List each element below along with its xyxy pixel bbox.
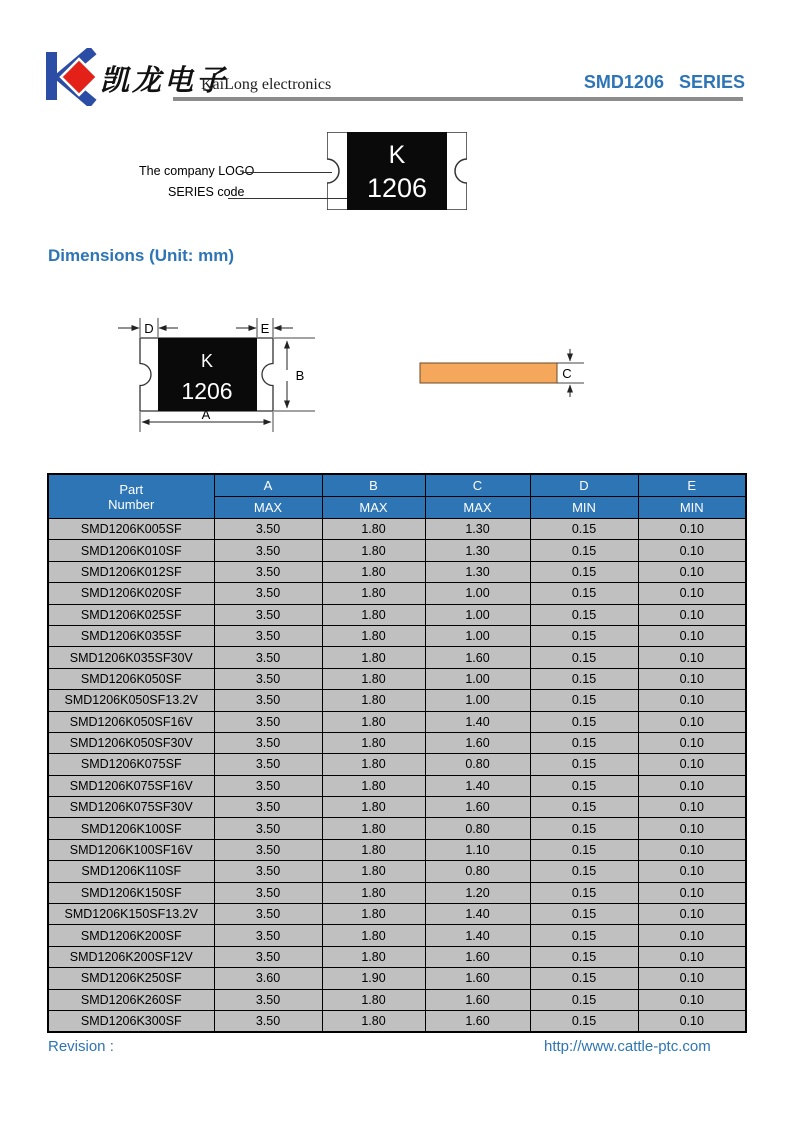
dimension-value-cell: 1.80	[322, 882, 425, 903]
dimension-value-cell: 0.15	[530, 818, 638, 839]
dimension-value-cell: 1.30	[425, 540, 530, 561]
dimension-value-cell: 0.15	[530, 797, 638, 818]
part-number-cell: SMD1206K050SF16V	[48, 711, 214, 732]
dimension-value-cell: 1.80	[322, 625, 425, 646]
company-logo-callout-line	[242, 172, 332, 173]
dimension-value-cell: 0.15	[530, 604, 638, 625]
dimension-value-cell: 0.15	[530, 775, 638, 796]
dimension-value-cell: 1.00	[425, 583, 530, 604]
dimension-value-cell: 1.60	[425, 732, 530, 753]
column-header-d: D	[530, 474, 638, 497]
dimension-value-cell: 3.50	[214, 754, 322, 775]
dimension-value-cell: 0.15	[530, 668, 638, 689]
part-number-header-line1: Part	[119, 481, 144, 497]
table-row	[48, 711, 746, 732]
table-row	[48, 625, 746, 646]
table-row	[48, 946, 746, 967]
table-row	[48, 754, 746, 775]
dimension-value-cell: 0.15	[530, 882, 638, 903]
part-number-cell: SMD1206K100SF	[48, 818, 214, 839]
dimension-value-cell: 0.10	[638, 583, 746, 604]
table-row	[48, 839, 746, 860]
part-number-cell: SMD1206K110SF	[48, 861, 214, 882]
dimensions-heading: Dimensions (Unit: mm)	[48, 246, 235, 265]
dimension-value-cell: 1.80	[322, 519, 425, 540]
series-code-callout-line	[228, 198, 347, 199]
table-row	[48, 968, 746, 989]
dimension-value-cell: 3.50	[214, 946, 322, 967]
dim-label-c: C	[562, 366, 572, 381]
dimension-value-cell: 1.80	[322, 1010, 425, 1032]
dim-label-e: E	[260, 321, 270, 336]
dimension-value-cell: 0.10	[638, 904, 746, 925]
dimension-value-cell: 0.10	[638, 668, 746, 689]
dimension-value-cell: 3.50	[214, 625, 322, 646]
dimension-value-cell: 3.50	[214, 775, 322, 796]
subheader-a-max: MAX	[214, 497, 322, 519]
dimension-value-cell: 0.15	[530, 519, 638, 540]
dimension-value-cell: 0.15	[530, 904, 638, 925]
dimensions-diagram	[100, 310, 600, 440]
chip-series-num: 1206	[366, 173, 428, 203]
dimension-value-cell: 0.15	[530, 625, 638, 646]
dimension-value-cell: 1.80	[322, 925, 425, 946]
part-number-cell: SMD1206K075SF30V	[48, 797, 214, 818]
part-number-cell: SMD1206K260SF	[48, 989, 214, 1010]
part-number-cell: SMD1206K012SF	[48, 561, 214, 582]
dimension-value-cell: 1.60	[425, 946, 530, 967]
dimension-value-cell: 0.10	[638, 561, 746, 582]
chip-series-num: 1206	[181, 378, 233, 404]
dimension-value-cell: 1.80	[322, 754, 425, 775]
dimension-value-cell: 3.50	[214, 647, 322, 668]
dimension-value-cell: 1.40	[425, 925, 530, 946]
table-row	[48, 668, 746, 689]
dimension-value-cell: 3.50	[214, 904, 322, 925]
dimension-value-cell: 1.80	[322, 668, 425, 689]
subheader-d-min: MIN	[530, 497, 638, 519]
dimension-value-cell: 3.50	[214, 604, 322, 625]
company-name-chinese: 凯龙电子	[100, 63, 229, 97]
dimension-value-cell: 1.40	[425, 904, 530, 925]
dimension-value-cell: 0.10	[638, 754, 746, 775]
dimension-value-cell: 0.15	[530, 732, 638, 753]
part-number-cell: SMD1206K200SF12V	[48, 946, 214, 967]
part-number-header-line2: Number	[108, 496, 155, 512]
dimension-value-cell: 1.30	[425, 519, 530, 540]
dimension-value-cell: 0.10	[638, 711, 746, 732]
part-number-cell: SMD1206K250SF	[48, 968, 214, 989]
dimension-value-cell: 1.60	[425, 647, 530, 668]
part-number-cell: SMD1206K075SF16V	[48, 775, 214, 796]
chip-side-view	[420, 349, 584, 397]
chip-logo-char: K	[388, 141, 406, 169]
part-number-cell: SMD1206K010SF	[48, 540, 214, 561]
dimension-value-cell: 3.50	[214, 668, 322, 689]
dim-label-d: D	[144, 321, 154, 336]
parts-table-header	[48, 474, 746, 519]
series-code-callout-label: SERIES code	[168, 185, 245, 199]
part-number-cell: SMD1206K050SF	[48, 668, 214, 689]
kailong-logo-icon	[45, 48, 107, 106]
table-row	[48, 583, 746, 604]
dimension-value-cell: 0.10	[638, 1010, 746, 1032]
column-header-e: E	[638, 474, 746, 497]
table-row	[48, 775, 746, 796]
dimension-value-cell: 0.15	[530, 989, 638, 1010]
column-header-a: A	[214, 474, 322, 497]
part-number-cell: SMD1206K200SF	[48, 925, 214, 946]
parts-table	[47, 473, 747, 1033]
dimension-value-cell: 0.10	[638, 625, 746, 646]
dimension-value-cell: 0.15	[530, 839, 638, 860]
dimension-value-cell: 0.10	[638, 968, 746, 989]
parts-table-body	[48, 519, 746, 1033]
dimension-value-cell: 3.50	[214, 797, 322, 818]
part-number-cell: SMD1206K025SF	[48, 604, 214, 625]
dimension-value-cell: 1.80	[322, 775, 425, 796]
dimension-value-cell: 3.60	[214, 968, 322, 989]
dimension-value-cell: 0.10	[638, 690, 746, 711]
dimension-value-cell: 0.10	[638, 775, 746, 796]
dimension-value-cell: 1.40	[425, 711, 530, 732]
dimension-value-cell: 0.80	[425, 754, 530, 775]
subheader-e-min: MIN	[638, 497, 746, 519]
dimension-value-cell: 1.00	[425, 604, 530, 625]
dimension-value-cell: 0.15	[530, 647, 638, 668]
dimension-value-cell: 1.80	[322, 904, 425, 925]
dimension-value-cell: 0.10	[638, 839, 746, 860]
dimension-value-cell: 0.80	[425, 818, 530, 839]
dimension-value-cell: 3.50	[214, 882, 322, 903]
dimension-value-cell: 1.80	[322, 540, 425, 561]
series-title: SMD1206 SERIES	[583, 72, 745, 92]
header-divider	[173, 97, 743, 101]
dimension-value-cell: 3.50	[214, 861, 322, 882]
dimension-value-cell: 1.60	[425, 1010, 530, 1032]
chip-top-view	[140, 338, 273, 411]
dimension-value-cell: 1.60	[425, 989, 530, 1010]
table-row	[48, 540, 746, 561]
dimension-value-cell: 0.10	[638, 540, 746, 561]
dimension-value-cell: 0.15	[530, 861, 638, 882]
table-row	[48, 882, 746, 903]
dimension-value-cell: 1.10	[425, 839, 530, 860]
dimension-value-cell: 1.80	[322, 561, 425, 582]
table-row	[48, 818, 746, 839]
dimension-value-cell: 0.10	[638, 925, 746, 946]
chip-logo-char: K	[200, 351, 214, 371]
dimension-value-cell: 1.80	[322, 690, 425, 711]
part-number-cell: SMD1206K050SF13.2V	[48, 690, 214, 711]
part-number-cell: SMD1206K020SF	[48, 583, 214, 604]
dimension-value-cell: 3.50	[214, 583, 322, 604]
table-row	[48, 797, 746, 818]
dimension-value-cell: 0.15	[530, 583, 638, 604]
dimension-value-cell: 0.10	[638, 604, 746, 625]
dimension-value-cell: 1.60	[425, 968, 530, 989]
table-row	[48, 904, 746, 925]
dimension-value-cell: 0.15	[530, 561, 638, 582]
dimension-value-cell: 1.80	[322, 946, 425, 967]
dimension-value-cell: 0.10	[638, 797, 746, 818]
table-row	[48, 647, 746, 668]
dimension-value-cell: 0.10	[638, 732, 746, 753]
dimension-value-cell: 1.60	[425, 797, 530, 818]
dimension-value-cell: 0.10	[638, 519, 746, 540]
dimension-value-cell: 3.50	[214, 732, 322, 753]
dimension-value-cell: 1.80	[322, 989, 425, 1010]
dim-label-a: A	[201, 407, 211, 422]
dimension-value-cell: 0.10	[638, 946, 746, 967]
website-link[interactable]: http://www.cattle-ptc.com	[544, 1038, 711, 1055]
column-header-c: C	[425, 474, 530, 497]
dimension-value-cell: 3.50	[214, 690, 322, 711]
part-number-cell: SMD1206K150SF13.2V	[48, 904, 214, 925]
dimension-value-cell: 1.80	[322, 797, 425, 818]
dimension-value-cell: 0.15	[530, 925, 638, 946]
part-number-cell: SMD1206K050SF30V	[48, 732, 214, 753]
part-number-cell: SMD1206K300SF	[48, 1010, 214, 1032]
table-row	[48, 690, 746, 711]
company-logo-callout-label: The company LOGO	[139, 164, 255, 178]
column-header-b: B	[322, 474, 425, 497]
subheader-c-max: MAX	[425, 497, 530, 519]
dimension-value-cell: 0.10	[638, 818, 746, 839]
dimension-value-cell: 0.15	[530, 946, 638, 967]
dimension-value-cell: 1.00	[425, 690, 530, 711]
table-row	[48, 1010, 746, 1032]
dimension-value-cell: 3.50	[214, 818, 322, 839]
dimension-value-cell: 0.15	[530, 711, 638, 732]
dimension-value-cell: 1.80	[322, 583, 425, 604]
dimension-value-cell: 1.40	[425, 775, 530, 796]
dimension-value-cell: 1.80	[322, 818, 425, 839]
dimension-value-cell: 3.50	[214, 925, 322, 946]
dimension-value-cell: 1.80	[322, 647, 425, 668]
table-row	[48, 604, 746, 625]
dimension-value-cell: 0.10	[638, 861, 746, 882]
dim-label-b: B	[295, 368, 305, 383]
dimension-value-cell: 1.80	[322, 604, 425, 625]
part-number-cell: SMD1206K150SF	[48, 882, 214, 903]
dimension-value-cell: 0.15	[530, 540, 638, 561]
part-number-cell: SMD1206K035SF	[48, 625, 214, 646]
dimension-value-cell: 1.90	[322, 968, 425, 989]
subheader-b-max: MAX	[322, 497, 425, 519]
dimension-value-cell: 1.30	[425, 561, 530, 582]
dimension-value-cell: 1.00	[425, 625, 530, 646]
revision-label: Revision :	[48, 1038, 114, 1055]
dimension-value-cell: 3.50	[214, 839, 322, 860]
table-row	[48, 732, 746, 753]
part-number-header	[48, 474, 214, 519]
dimension-value-cell: 1.20	[425, 882, 530, 903]
dimension-value-cell: 0.10	[638, 989, 746, 1010]
dimension-value-cell: 3.50	[214, 561, 322, 582]
table-row	[48, 925, 746, 946]
dimension-value-cell: 3.50	[214, 519, 322, 540]
dimension-value-cell: 3.50	[214, 540, 322, 561]
dimension-value-cell: 0.10	[638, 647, 746, 668]
chip-marking-figure	[327, 132, 467, 210]
table-row	[48, 861, 746, 882]
table-row	[48, 989, 746, 1010]
dimension-value-cell: 1.80	[322, 839, 425, 860]
part-number-cell: SMD1206K035SF30V	[48, 647, 214, 668]
dimension-value-cell: 0.15	[530, 690, 638, 711]
table-row	[48, 519, 746, 540]
dimension-value-cell: 1.00	[425, 668, 530, 689]
dimension-value-cell: 3.50	[214, 989, 322, 1010]
dimension-value-cell: 0.15	[530, 968, 638, 989]
dimension-value-cell: 1.80	[322, 732, 425, 753]
part-number-cell: SMD1206K075SF	[48, 754, 214, 775]
dimension-value-cell: 3.50	[214, 711, 322, 732]
dimension-value-cell: 0.80	[425, 861, 530, 882]
dimension-value-cell: 1.80	[322, 861, 425, 882]
dimension-value-cell: 0.15	[530, 1010, 638, 1032]
company-name-english: KaiLong electronics	[201, 76, 332, 93]
dimension-value-cell: 0.15	[530, 754, 638, 775]
dimension-value-cell: 0.10	[638, 882, 746, 903]
part-number-cell: SMD1206K100SF16V	[48, 839, 214, 860]
part-number-cell: SMD1206K005SF	[48, 519, 214, 540]
dimension-value-cell: 3.50	[214, 1010, 322, 1032]
dimension-value-cell: 1.80	[322, 711, 425, 732]
table-row	[48, 561, 746, 582]
